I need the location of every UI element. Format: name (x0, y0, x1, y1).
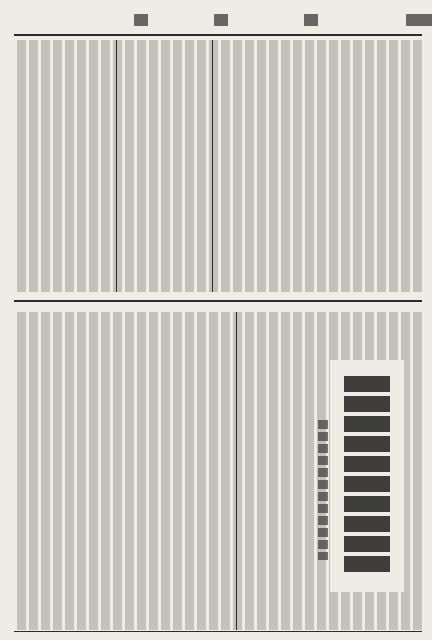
article-subheadline (318, 420, 328, 560)
column-rule (212, 40, 213, 292)
footer-rule (14, 631, 422, 632)
running-header (14, 8, 422, 36)
column-rule (236, 312, 237, 630)
section-divider (14, 300, 422, 302)
article-headline (344, 376, 390, 576)
column-rule (116, 40, 117, 292)
upper-text-columns (14, 40, 422, 292)
